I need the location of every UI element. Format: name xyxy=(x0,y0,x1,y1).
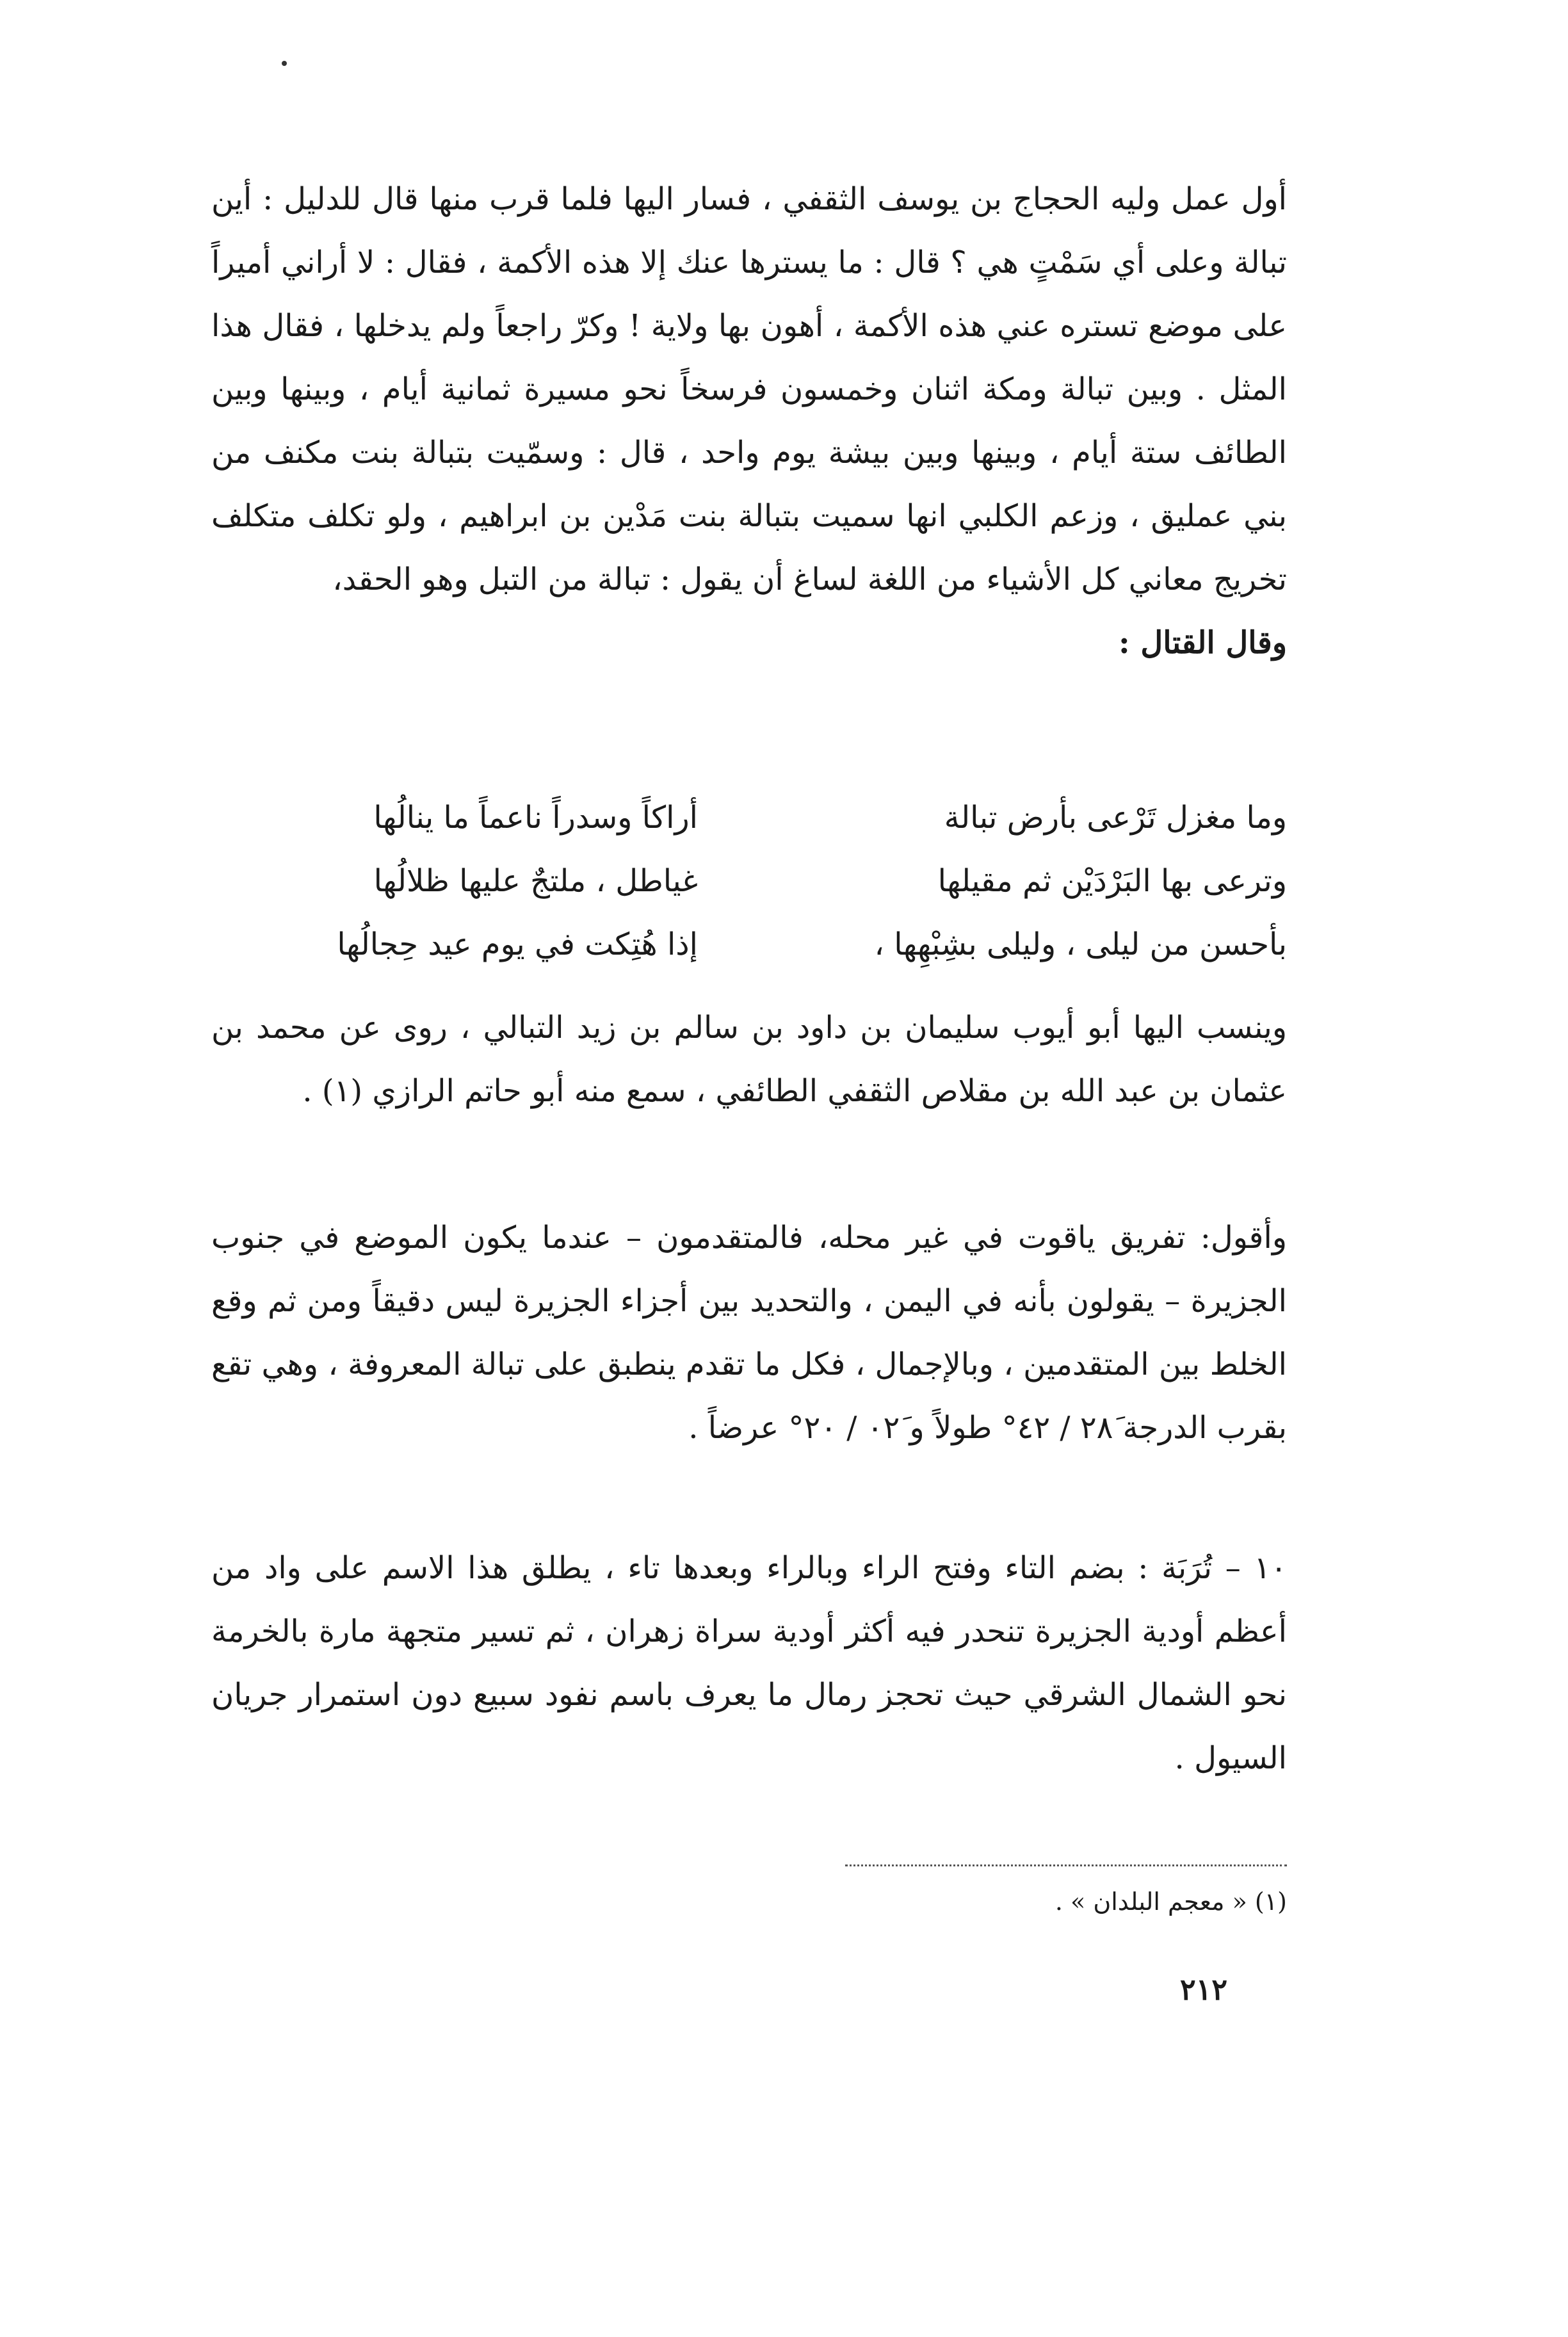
footnote: (١) « معجم البلدان » . xyxy=(1055,1888,1287,1916)
poem-hemistich-second: غياطل ، ملتجٌ عليها ظلالُها xyxy=(373,863,698,899)
poem-verse xyxy=(211,850,1287,913)
poem-hemistich-first: وترعى بها البَرْدَيْن ثم مقيلها xyxy=(937,863,1287,899)
poem-intro-line: وقال القتال : xyxy=(1119,625,1287,661)
poem xyxy=(211,786,1287,976)
scan-speck xyxy=(282,61,287,66)
page-number: ٢١٢ xyxy=(1179,1972,1228,2007)
poem-hemistich-second: أراكاً وسدراً ناعماً ما ينالُها xyxy=(373,800,698,836)
paragraph-turaba-entry: ١٠ – تُرَبَة : بضم التاء وفتح الراء وبالراء وبعدها تاء ، يطلق هذا الاسم على واد من أعظم أودية الجزيرة تنحدر فيه أكثر أودية سراة زهران ، ثم تسير متجهة مارة بالخرمة نحو الشمال الشرقي حيث تحجز رمال ما يعرف باسم نفود سبيع دون استمرار جريان السيول . xyxy=(211,1550,1287,1776)
poem-verse xyxy=(211,786,1287,850)
poem-hemistich-first: بأحسن من ليلى ، وليلى بشِبْهِها ، xyxy=(874,926,1287,962)
poem-hemistich-second: إذا هُتِكت في يوم عيد حِجالُها xyxy=(337,926,698,962)
paragraph-intro-text: أول عمل وليه الحجاج بن يوسف الثقفي ، فسار اليها فلما قرب منها قال للدليل : أين تبالة وعلى أي سَمْتٍ هي ؟ قال : ما يسترها عنك إلا هذه الأكمة ، فقال : لا أراني أميراً على موضع تستره عني هذه الأكمة ، أهون بها ولاية ! وكرّ راجعاً ولم يدخلها ، فقال هذا المثل . وبين تبالة ومكة اثنان وخمسون فرسخاً نحو مسيرة ثمانية أيام ، وبينها وبين الطائف ستة أيام ، وبينها وبين بيشة يوم واحد ، قال : وسمّيت بتبالة بنت مكنف من بني عمليق ، وزعم الكلبي انها سميت بتبالة بنت مَدْين بن ابراهيم ، ولو تكلف متكلف تخريج معاني كل الأشياء من اللغة لساغ أن يقول : تبالة من التبل وهو الحقد، xyxy=(211,181,1287,597)
paragraph-intro xyxy=(211,168,1287,675)
paragraph-yaqut: وينسب اليها أبو أيوب سليمان بن داود بن سالم بن زيد التبالي ، روى عن محمد بن عثمان بن عبد الله بن مقلاص الثقفي الطائفي ، سمع منه أبو حاتم الرازي (١) . xyxy=(211,1010,1287,1109)
poem-hemistich-first: وما مغزل تَرْعى بأرض تبالة xyxy=(944,800,1287,836)
paragraph-author-note: وأقول: تفريق ياقوت في غير محله، فالمتقدمون – عندما يكون الموضع في جنوب الجزيرة – يقولون بأنه في اليمن ، والتحديد بين أجزاء الجزيرة ليس دقيقاً ومن ثم وقع الخلط بين المتقدمين ، وبالإجمال ، فكل ما تقدم ينطبق على تبالة المعروفة ، وهي تقع بقرب الدرجة ٢٨َ / ٤٢° طولاً و ٠٢َ / ٢٠° عرضاً . xyxy=(211,1220,1288,1446)
footnote-divider xyxy=(845,1864,1287,1866)
poem-verse xyxy=(211,913,1287,976)
